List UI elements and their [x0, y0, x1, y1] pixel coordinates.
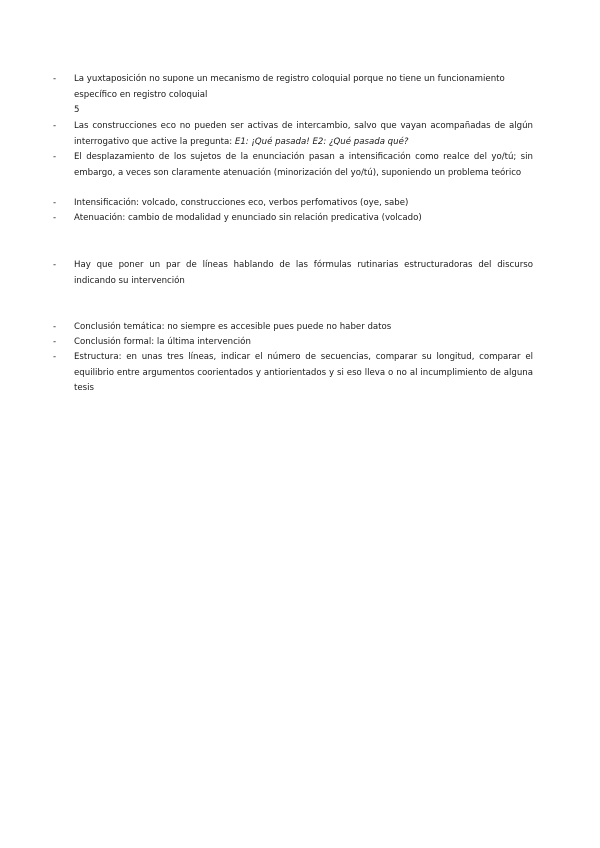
bullet-dash: -: [53, 213, 57, 223]
bullet-dash: -: [53, 152, 57, 162]
list-item: [53, 335, 533, 351]
list-item-text: Atenuación: cambio de modalidad y enunciado sin relación predicativa (volcado): [74, 213, 422, 223]
bullet-dash: -: [53, 322, 57, 332]
bullet-dash: -: [53, 198, 57, 208]
bullet-dash: -: [53, 352, 57, 362]
list-item-text: La yuxtaposición no supone un mecanismo de registro coloquial porque no tiene un funcionamiento específico en registro coloquial: [74, 74, 505, 100]
list-item-text: Conclusión temática: no siempre es accesible pues puede no haber datos: [74, 322, 392, 332]
list-item-text: Estructura: en unas tres líneas, indicar el número de secuencias, comparar su longitud, comparar el equilibrio entre argumentos coorientados y antiorientados y si eso lleva o no al incumplimiento de alguna tesis: [74, 352, 533, 393]
list-item: [53, 211, 533, 227]
list-item-text: Conclusión formal: la última intervención: [74, 337, 251, 347]
list-item: [53, 258, 533, 289]
example-dialogue: E1: ¡Qué pasada! E2: ¿Qué pasada qué?: [234, 136, 409, 147]
bullet-dash: -: [53, 337, 57, 347]
page-number: 5: [74, 105, 80, 115]
list-item: [53, 350, 533, 397]
list-item-body: Las construcciones eco no pueden ser activas de intercambio, salvo que vayan acompañadas de algún interrogativo que active la pregunta:: [74, 121, 533, 147]
list-item-text: [74, 119, 533, 150]
list-item-text: El desplazamiento de los sujetos de la enunciación pasan a intensificación como realce del yo/tú; sin embargo, a veces son claramente atenuación (minorización del yo/tú), suponiendo un problema teórico: [74, 152, 533, 178]
bullet-dash: -: [53, 121, 57, 131]
bullet-dash: -: [53, 260, 57, 270]
list-item: [53, 196, 533, 212]
bullet-dash: -: [53, 74, 57, 84]
list-item-text: Hay que poner un par de líneas hablando de las fórmulas rutinarias estructuradoras del discurso indicando su intervención: [74, 260, 533, 286]
list-item: [53, 72, 533, 103]
list-item: [53, 150, 533, 181]
list-item: [53, 320, 533, 336]
list-item: [53, 119, 533, 150]
list-item-text: Intensificación: volcado, construcciones eco, verbos perfomativos (oye, sabe): [74, 198, 409, 208]
